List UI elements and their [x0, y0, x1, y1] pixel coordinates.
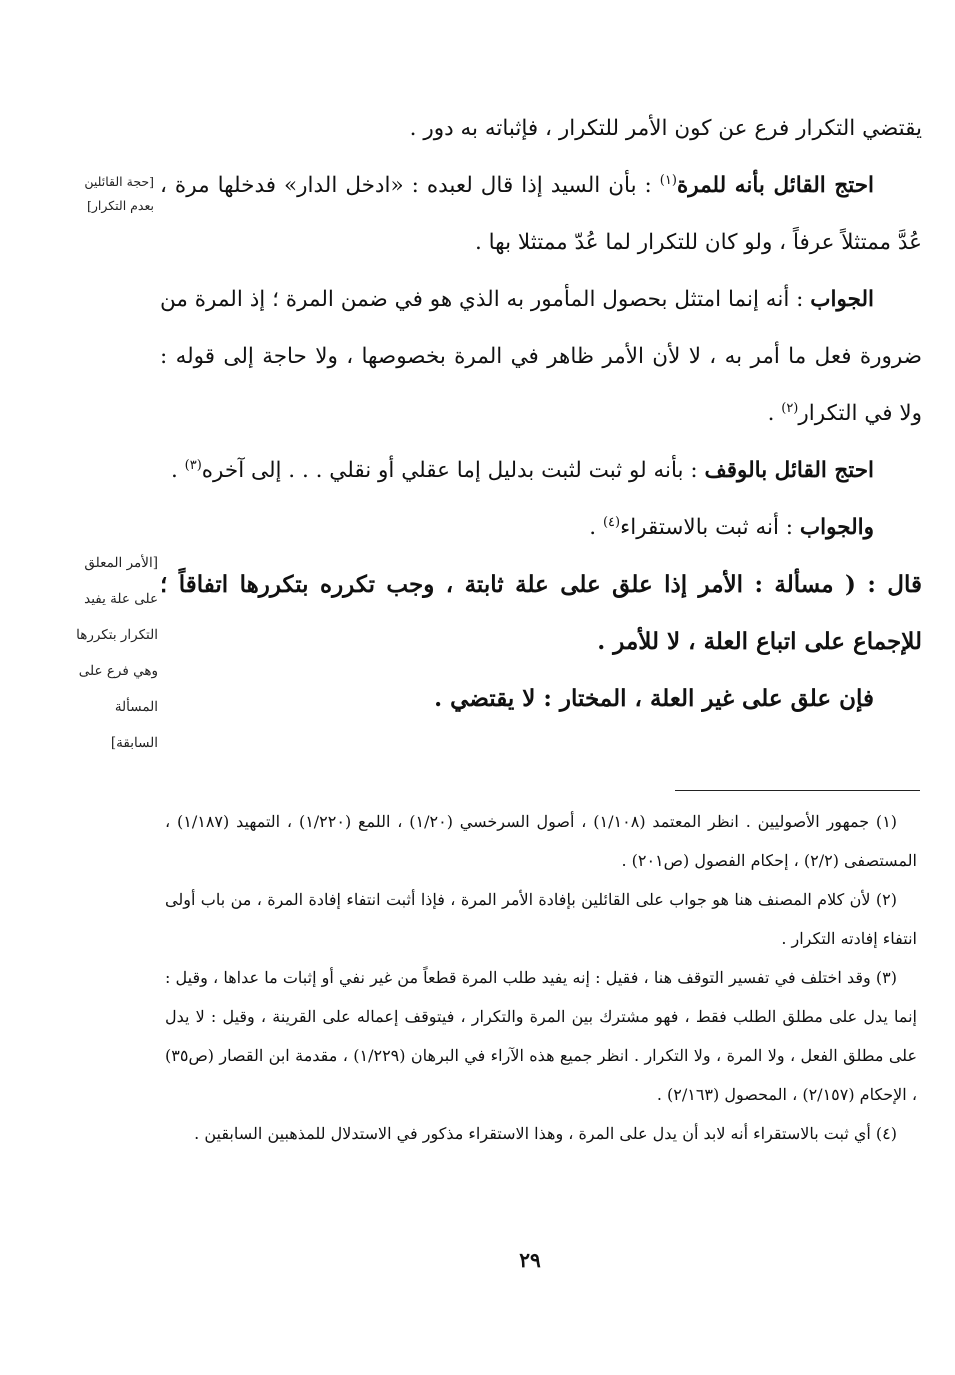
footnote-4: (٤) أي ثبت بالاستقراء أنه لابد أن يدل على المرة ، وهذا الاستقراء مذكور في الاستدلال للمذهبين السابقين . [194, 1124, 897, 1143]
footnote-2: (٢) لأن كلام المصنف هنا هو جواب على القائلين بإفادة الأمر المرة ، فإذا أثبت انتفاء إفادة المرة ، من باب أولى انتفاء إفادته التكرار . [165, 890, 917, 948]
paragraph-text: : بأنه لو ثبت لثبت بدليل إما عقلي أو نقلي . . . إلى آخره [201, 458, 705, 483]
period: . [589, 515, 603, 540]
footnote-ref-3[interactable]: (٣) [184, 457, 202, 473]
argument-heading: احتج القائل بأنه للمرة [676, 173, 874, 198]
period: . [170, 458, 185, 483]
footnote-ref-4[interactable]: (٤) [602, 514, 621, 530]
argument-heading: احتج القائل بالوقف [704, 458, 874, 483]
margin-note-conditional-command: [الأمر المعلق على علة يفيد التكرار بتكررها وهي فرع على المسألة السابقة] [76, 555, 158, 751]
footnote-separator [675, 790, 920, 791]
main-text [160, 100, 922, 727]
paragraph-argument-once [160, 157, 922, 271]
paragraph-text: : بأن السيد إذا قال لعبده : «ادخل الدار» فدخلها مرة ، عُدَّ ممتثلاً عرفاً ، ولو كان للتكرار لما عُدّ ممتثلا بها . [160, 173, 922, 255]
paragraph-answer-2 [160, 499, 922, 556]
page-number: ٢٩ [519, 1248, 541, 1272]
paragraph-answer-1 [160, 271, 922, 442]
matn-choice: فإن علق على غير العلة ، المختار : لا يقتضي . [434, 685, 874, 712]
footnotes [165, 802, 917, 1153]
paragraph-text: : أنه إنما امتثل بحصول المأمور به الذي هو في ضمن المرة ؛ إذ المرة من ضرورة فعل ما أمر به ، لا لأن الأمر ظاهر في المرة بخصوصها ، ولا حاجة إلى قوله : ولا في التكرار [160, 287, 922, 426]
paragraph-continuation: يقتضي التكرار فرع عن كون الأمر للتكرار ، فإثباته به دور . [409, 116, 922, 141]
period: . [767, 401, 782, 426]
footnote-ref-2[interactable]: (٢) [781, 400, 799, 416]
footnote-3: (٣) وقد اختلف في تفسير التوقف هنا ، فقيل : إنه يفيد طلب المرة قطعاً من غير نفي أو إثبات ما عداها ، وقيل : إنما يدل على مطلق الطلب فقط ، فهو مشترك بين المرة والتكرار ، فيتوقف إعماله على القرينة ، وقيل : لا يدل على مطلق الفعل ، ولا المرة ، ولا التكرار . انظر جميع هذه الآراء في البرهان (١/٢٢٩) ، مقدمة ابن القصار (ص٣٥) ، الإحكام (٢/١٥٧) ، المحصول (٢/١٦٣) . [165, 968, 918, 1104]
matn-issue: قال : ( مسألة : الأمر إذا علق على علة ثابتة ، وجب تكرره بتكررها اتفاقاً ؛ للإجماع على اتباع العلة ، لا للأمر . [160, 571, 922, 655]
paragraph-text: : أنه ثبت بالاستقراء [620, 515, 800, 540]
paragraph-argument-waqf [160, 442, 922, 499]
answer-heading: الجواب [810, 287, 874, 312]
margin-note-no-repetition: [حجة القائلين بعدم التكرار] [84, 174, 154, 213]
footnote-ref-1[interactable]: (١) [659, 172, 677, 188]
footnote-1: (١) جمهور الأصوليين . انظر المعتمد (١/١٠٨) ، أصول السرخسي (١/٢٠) ، اللمع (١/٢٢٠) ، التمهيد (١/١٨٧) ، المستصفى (٢/٢) ، إحكام الفصول (ص٢٠١) . [165, 812, 917, 870]
answer-heading: والجواب [799, 515, 874, 540]
